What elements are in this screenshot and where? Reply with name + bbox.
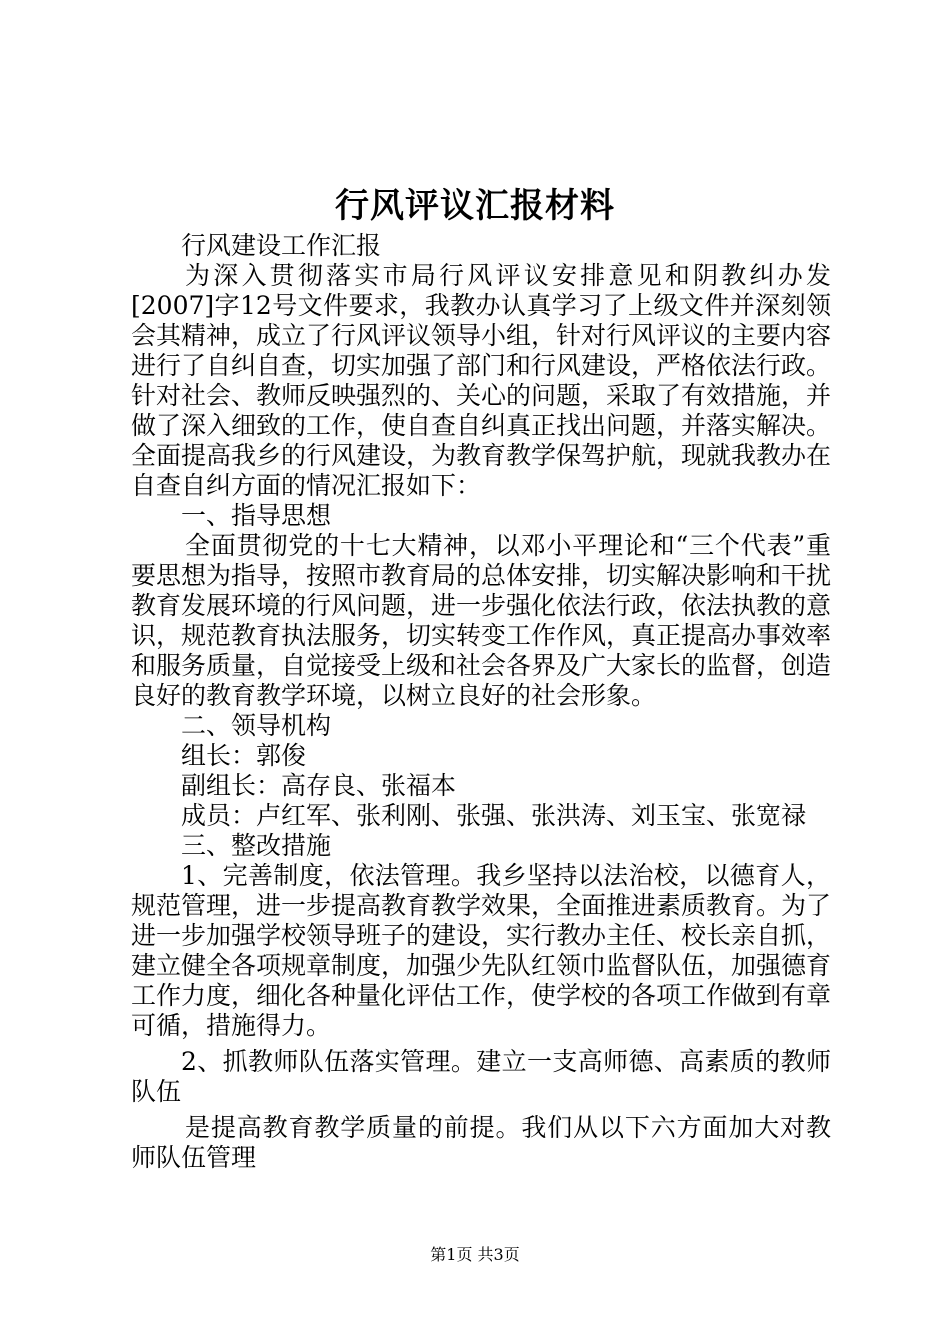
measure-2-paragraph: 2、抓教师队伍落实管理。建立一支高师德、高素质的教师队伍: [131, 1047, 831, 1106]
deputy-leader-line: 副组长：高存良、张福本: [181, 771, 457, 800]
guiding-ideology-paragraph: 全面贯彻党的十七大精神，以邓小平理论和“三个代表”重要思想为指导，按照市教育局的总体安排，切实解决影响和干扰教育发展环境的行风问题，进一步强化依法行政，依法执教的意识，规范教育执法服务，切实转变工作作风，真正提高办事效率和服务质量，自觉接受上级和社会各界及广大家长的监督，创造良好的教育教学环境，以树立良好的社会形象。: [131, 531, 832, 710]
document-body: [131, 231, 831, 1173]
document-title: 行风评议汇报材料: [335, 186, 615, 226]
members-line: 成员：卢红军、张利刚、张强、张洪涛、刘玉宝、张宽禄: [181, 801, 807, 830]
intro-paragraph: 为深入贯彻落实市局行风评议安排意见和阴教纠办发[2007]字12号文件要求，我教办认真学习了上级文件并深刻领会其精神，成立了行风评议领导小组，针对行风评议的主要内容进行了自纠自查，切实加强了部门和行风建设，严格依法行政。针对社会、教师反映强烈的、关心的问题，采取了有效措施，并做了深入细致的工作，使自查自纠真正找出问题，并落实解决。全面提高我乡的行风建设，为教育教学保驾护航，现就我教办在自查自纠方面的情况汇报如下：: [131, 261, 832, 500]
section-heading-rectification: 三、整改措施: [181, 831, 332, 860]
measure-2-continuation-paragraph: 是提高教育教学质量的前提。我们从以下六方面加大对教师队伍管理: [131, 1113, 831, 1172]
section-heading-guiding-ideology: 一、指导思想: [181, 501, 332, 530]
page-footer: 第1页 共3页: [430, 1245, 520, 1264]
measure-1-paragraph: 1、完善制度，依法管理。我乡坚持以法治校，以德育人，规范管理，进一步提高教育教学效果，全面推进素质教育。为了进一步加强学校领导班子的建设，实行教办主任、校长亲自抓，建立健全各项规章制度，加强少先队红领巾监督队伍，加强德育工作力度，细化各种量化评估工作，使学校的各项工作做到有章可循，措施得力。: [131, 861, 832, 1040]
section-heading-leadership: 二、领导机构: [181, 711, 332, 740]
subtitle-paragraph: 行风建设工作汇报: [181, 231, 382, 260]
leader-line: 组长：郭俊: [181, 741, 307, 770]
